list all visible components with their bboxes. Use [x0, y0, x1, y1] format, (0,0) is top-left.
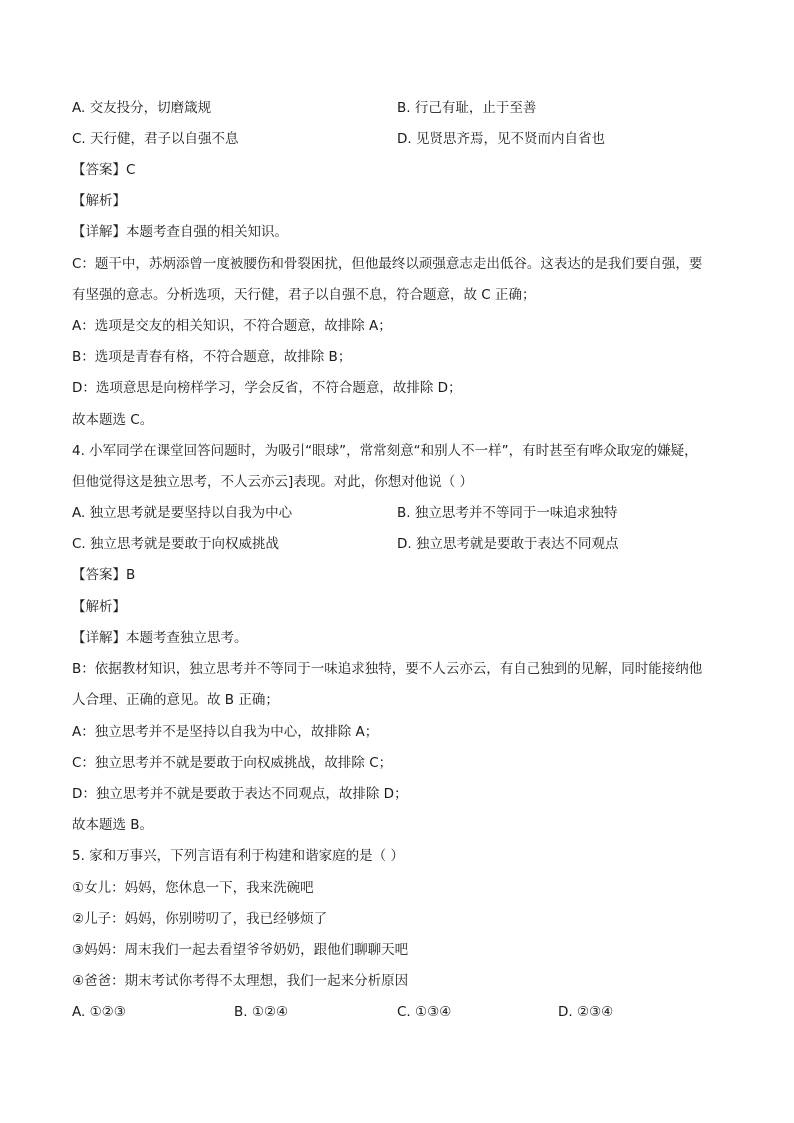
q3-explanation-line: C：题干中，苏炳添曾一度被腰伤和骨裂困扰，但他最终以顽强意志走出低谷。这表达的是我们要自强，要 — [72, 256, 703, 272]
q4-analysis-heading: 【解析】 — [72, 599, 126, 615]
q3-explanation-line: B：选项是青春有格，不符合题意，故排除 B； — [72, 349, 352, 365]
q4-options-row-1 — [72, 503, 734, 523]
q3-detail: 【详解】本题考查自强的相关知识。 — [72, 224, 288, 240]
q3-option-d: D. 见贤思齐焉，见不贤而内自省也 — [397, 131, 605, 147]
q4-conclusion: 故本题选 B。 — [72, 817, 154, 833]
q3-explanation-line: 有坚强的意志。分析选项，天行健，君子以自强不息，符合题意，故 C 正确； — [72, 287, 536, 303]
q3-explanation-line: A：选项是交友的相关知识，不符合题意，故排除 A； — [72, 318, 392, 334]
q3-conclusion: 故本题选 C。 — [72, 412, 154, 428]
q5-item-4: ④爸爸：期末考试你考得不太理想，我们一起来分析原因 — [72, 973, 409, 989]
q5-option-d: D. ②③④ — [558, 1004, 614, 1020]
q3-explanation-line: D：选项意思是向榜样学习，学会反省，不符合题意，故排除 D； — [72, 380, 462, 396]
q5-option-a: A. ①②③ — [72, 1004, 126, 1020]
q3-option-b: B. 行己有耻，止于至善 — [397, 100, 537, 116]
q3-options-row-1 — [72, 98, 734, 118]
q5-item-1: ①女儿：妈妈，您休息一下，我来洗碗吧 — [72, 880, 314, 896]
q4-detail: 【详解】本题考查独立思考。 — [72, 630, 248, 646]
q4-option-b: B. 独立思考并不等同于一味追求独特 — [397, 505, 618, 521]
q4-explanation-line: A：独立思考并不是坚持以自我为中心，故排除 A； — [72, 724, 379, 740]
q3-option-a: A. 交友投分，切磨箴规 — [72, 100, 212, 116]
q4-explanation-line: 人合理、正确的意见。故 B 正确； — [72, 692, 279, 708]
q4-options-row-2 — [72, 534, 734, 554]
q4-explanation-line: D：独立思考并不就是要敢于表达不同观点，故排除 D； — [72, 786, 408, 802]
q5-option-b: B. ①②④ — [234, 1004, 289, 1020]
q3-analysis-heading: 【解析】 — [72, 193, 126, 209]
q5-item-2: ②儿子：妈妈，你别唠叨了，我已经够烦了 — [72, 911, 328, 927]
q5-options-row — [72, 1002, 734, 1022]
q3-options-row-2 — [72, 129, 734, 149]
q4-option-c: C. 独立思考就是要敢于向权威挑战 — [72, 536, 280, 552]
q5-option-c: C. ①③④ — [397, 1004, 452, 1020]
q3-option-c: C. 天行健，君子以自强不息 — [72, 131, 239, 147]
q4-option-a: A. 独立思考就是要坚持以自我为中心 — [72, 505, 293, 521]
q4-explanation-line: B：依据教材知识，独立思考并不等同于一味追求独特，要不人云亦云，有自己独到的见解，同时能接纳他 — [72, 661, 703, 677]
q4-option-d: D. 独立思考就是要敢于表达不同观点 — [397, 536, 619, 552]
q4-explanation-line: C：独立思考并不就是要敢于向权威挑战，故排除 C； — [72, 755, 393, 771]
q4-answer: 【答案】B — [72, 567, 136, 583]
q4-stem-line: 4. 小军同学在课堂回答问题时，为吸引“眼球”，常常刻意“和别人不一样”，有时甚至有哗众取宠的嫌疑， — [72, 443, 698, 459]
q3-answer: 【答案】C — [72, 162, 136, 178]
q5-stem: 5. 家和万事兴，下列言语有利于构建和谐家庭的是（ ） — [72, 848, 404, 864]
q5-item-3: ③妈妈：周末我们一起去看望爷爷奶奶，跟他们聊聊天吧 — [72, 942, 409, 958]
q4-stem-line: 但他觉得这是独立思考，不人云亦云]表现。对此，你想对他说（ ） — [72, 474, 474, 490]
